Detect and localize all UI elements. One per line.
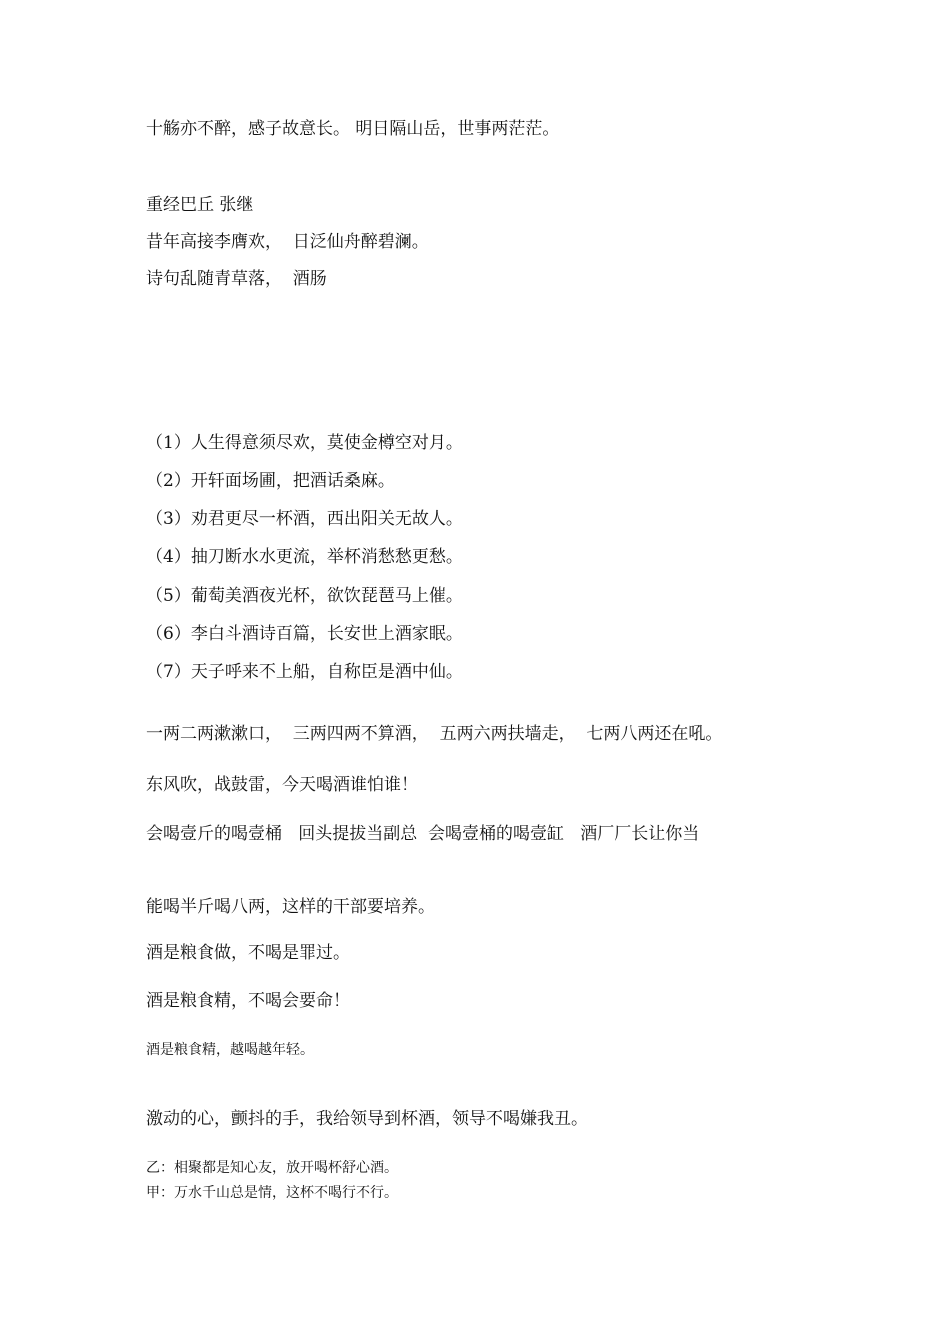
toast-line-2: 东风吹，战鼓雷，今天喝酒谁怕谁！ xyxy=(146,775,418,795)
toast-line-8: 激动的心，颤抖的手，我给领导到杯酒，领导不喝嫌我丑。 xyxy=(146,1109,588,1129)
dialogue-line-yi: 乙：相聚都是知心友，放开喝杯舒心酒。 xyxy=(146,1160,398,1176)
poem-line-2: 诗句乱随青草落， 酒肠 xyxy=(146,269,327,289)
toast-line-1: 一两二两漱漱口， 三两四两不算酒， 五两六两扶墙走， 七两八两还在吼。 xyxy=(146,724,723,744)
poem-title: 重经巴丘 张继 xyxy=(146,195,254,215)
toast-line-3: 会喝壹斤的喝壹桶 回头提拔当副总 会喝壹桶的喝壹缸 酒厂厂长让你当 xyxy=(146,824,700,844)
quote-item-7: （7）天子呼来不上船，自称臣是酒中仙。 xyxy=(146,662,463,682)
poem-line-1: 昔年高接李膺欢， 日泛仙舟醉碧澜。 xyxy=(146,232,429,252)
toast-line-4: 能喝半斤喝八两，这样的干部要培养。 xyxy=(146,897,435,917)
quote-item-1: （1）人生得意须尽欢，莫使金樽空对月。 xyxy=(146,433,463,453)
quote-item-6: （6）李白斗酒诗百篇，长安世上酒家眠。 xyxy=(146,624,463,644)
toast-line-7: 酒是粮食精，越喝越年轻。 xyxy=(146,1042,314,1058)
quote-item-4: （4）抽刀断水水更流，举杯消愁愁更愁。 xyxy=(146,547,463,567)
dialogue-line-jia: 甲：万水千山总是情，这杯不喝行不行。 xyxy=(146,1185,398,1201)
toast-line-6: 酒是粮食精，不喝会要命！ xyxy=(146,991,350,1011)
quote-item-3: （3）劝君更尽一杯酒，西出阳关无故人。 xyxy=(146,509,463,529)
text-line-shang: 十觞亦不醉，感子故意长。 明日隔山岳，世事两茫茫。 xyxy=(146,119,560,139)
quote-item-2: （2）开轩面场圃，把酒话桑麻。 xyxy=(146,471,395,491)
toast-line-5: 酒是粮食做，不喝是罪过。 xyxy=(146,943,350,963)
quote-item-5: （5）葡萄美酒夜光杯，欲饮琵琶马上催。 xyxy=(146,586,463,606)
